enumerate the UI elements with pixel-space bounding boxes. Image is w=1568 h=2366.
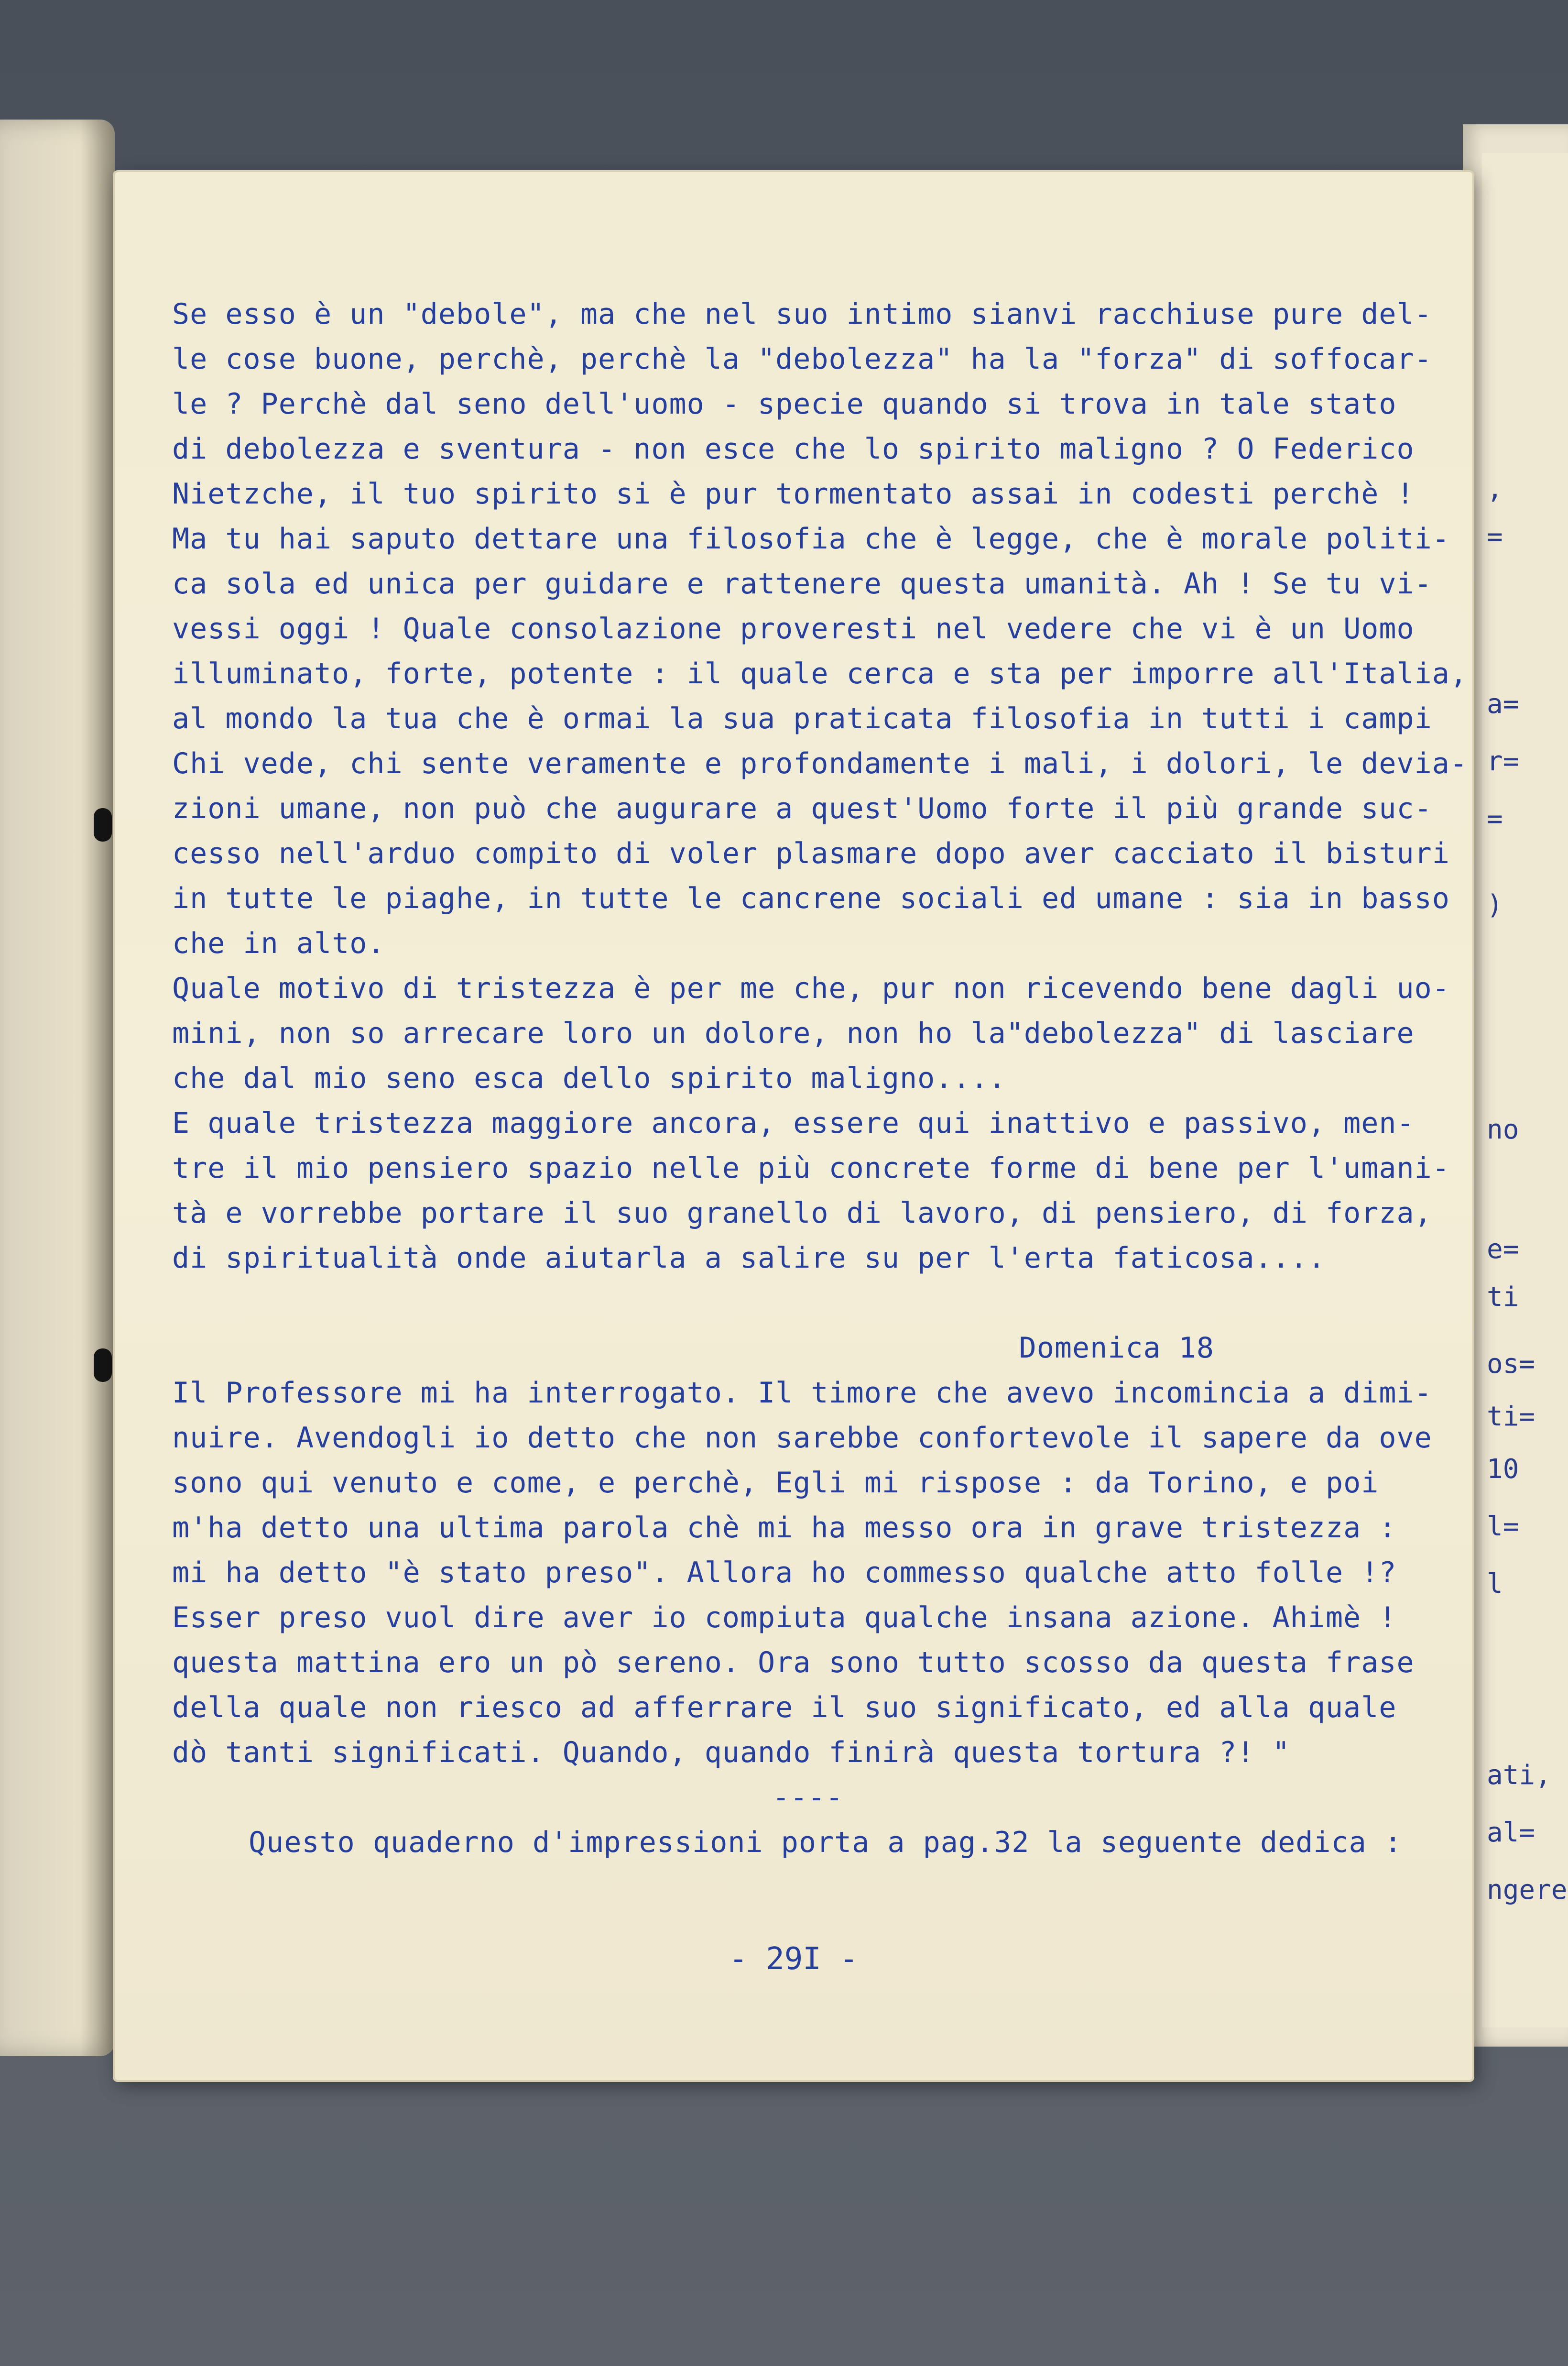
text-line: che dal mio seno esca dello spirito maligno....	[172, 1062, 1006, 1095]
page-number: - 29I -	[729, 1941, 858, 1977]
text-line: Quale motivo di tristezza è per me che, pur non ricevendo bene dagli uo-	[172, 972, 1450, 1005]
separator: ----	[772, 1781, 844, 1814]
margin-fragment: al=	[1487, 1817, 1535, 1848]
margin-fragment: )	[1487, 889, 1503, 920]
text-line: ca sola ed unica per guidare e rattenere questa umanità. Ah ! Se tu vi-	[172, 567, 1432, 601]
blank-line	[172, 1281, 1444, 1325]
margin-fragment: =	[1487, 803, 1503, 834]
text-line: nuire. Avendogli io detto che non sarebbe confortevole il sapere da ove	[172, 1421, 1432, 1455]
left-facing-page	[0, 120, 115, 2056]
text-line: al mondo la tua che è ormai la sua praticata filosofia in tutti i campi	[172, 702, 1432, 735]
text-line: tre il mio pensiero spazio nelle più concrete forme di bene per l'umani-	[172, 1151, 1450, 1185]
text-line: dò tanti significati. Quando, quando finirà questa tortura ?! "	[172, 1736, 1290, 1769]
margin-fragment: e=	[1487, 1234, 1519, 1265]
text-line: E quale tristezza maggiore ancora, essere qui inattivo e passivo, men-	[172, 1106, 1415, 1140]
text-line: questa mattina ero un pò sereno. Ora sono tutto scosso da questa frase	[172, 1646, 1415, 1679]
text-line: di debolezza e sventura - non esce che lo spirito maligno ? O Federico	[172, 432, 1415, 466]
dedica-line: Questo quaderno d'impressioni porta a pag.32 la seguente dedica :	[249, 1826, 1402, 1859]
margin-fragment: l=	[1487, 1511, 1519, 1542]
paragraph-1	[172, 292, 1468, 1865]
margin-fragment: ,	[1487, 473, 1503, 504]
margin-fragment: ti=	[1487, 1401, 1535, 1432]
text-line: Ma tu hai saputo dettare una filosofia che è legge, che è morale politi-	[172, 522, 1450, 556]
text-line: sono qui venuto e come, e perchè, Egli mi rispose : da Torino, e poi	[172, 1466, 1379, 1500]
text-line: Nietzche, il tuo spirito si è pur tormentato assai in codesti perchè !	[172, 477, 1415, 511]
margin-fragment: r=	[1487, 746, 1519, 777]
text-line: che in alto.	[172, 927, 385, 960]
margin-fragment: a=	[1487, 689, 1519, 720]
text-line: in tutte le piaghe, in tutte le cancrene sociali ed umane : sia in basso	[172, 882, 1450, 915]
text-line: Esser preso vuol dire aver io compiuta qualche insana azione. Ahimè !	[172, 1601, 1397, 1634]
text-line: le ? Perchè dal seno dell'uomo - specie quando si trova in tale stato	[172, 387, 1397, 421]
text-line: m'ha detto una ultima parola chè mi ha messo ora in grave tristezza :	[172, 1511, 1397, 1544]
underlying-page-edge	[1482, 153, 1568, 2027]
text-line: zioni umane, non può che augurare a quest'Uomo forte il più grande suc-	[172, 792, 1432, 825]
text-line: Il Professore mi ha interrogato. Il timore che avevo incomincia a dimi-	[172, 1376, 1432, 1410]
margin-fragment: =	[1487, 521, 1503, 552]
text-line: illuminato, forte, potente : il quale cerca e sta per imporre all'Italia,	[172, 657, 1468, 690]
text-line: le cose buone, perchè, perchè la "debolezza" ha la "forza" di soffocar-	[172, 342, 1432, 376]
text-line: tà e vorrebbe portare il suo granello di lavoro, di pensiero, di forza,	[172, 1196, 1432, 1230]
margin-fragment: l	[1487, 1568, 1503, 1599]
text-line: della quale non riesco ad afferrare il suo significato, ed alla quale	[172, 1691, 1397, 1724]
margin-fragment: ti	[1487, 1282, 1519, 1313]
margin-fragment: ati,	[1487, 1760, 1551, 1791]
entry-date: Domenica 18	[1019, 1331, 1214, 1365]
margin-fragment: no	[1487, 1114, 1519, 1145]
text-line: mini, non so arrecare loro un dolore, non ho la"debolezza" di lasciare	[172, 1017, 1415, 1050]
typewritten-page	[115, 172, 1472, 2080]
text-line: Chi vede, chi sente veramente e profondamente i mali, i dolori, le devia-	[172, 747, 1468, 780]
margin-fragment: ngere	[1487, 1874, 1568, 1906]
binding-pin	[94, 808, 112, 842]
text-line: cesso nell'arduo compito di voler plasmare dopo aver cacciato il bisturi	[172, 837, 1450, 870]
text-line: vessi oggi ! Quale consolazione proveresti nel vedere che vi è un Uomo	[172, 612, 1415, 646]
text-line: Se esso è un "debole", ma che nel suo intimo sianvi racchiuse pure del-	[172, 297, 1432, 331]
margin-fragment: 10	[1487, 1454, 1519, 1485]
margin-fragment: os=	[1487, 1348, 1535, 1380]
text-line: mi ha detto "è stato preso". Allora ho commesso qualche atto folle !?	[172, 1556, 1397, 1589]
text-line: di spiritualità onde aiutarla a salire su per l'erta faticosa....	[172, 1241, 1326, 1275]
binding-pin	[94, 1348, 112, 1382]
